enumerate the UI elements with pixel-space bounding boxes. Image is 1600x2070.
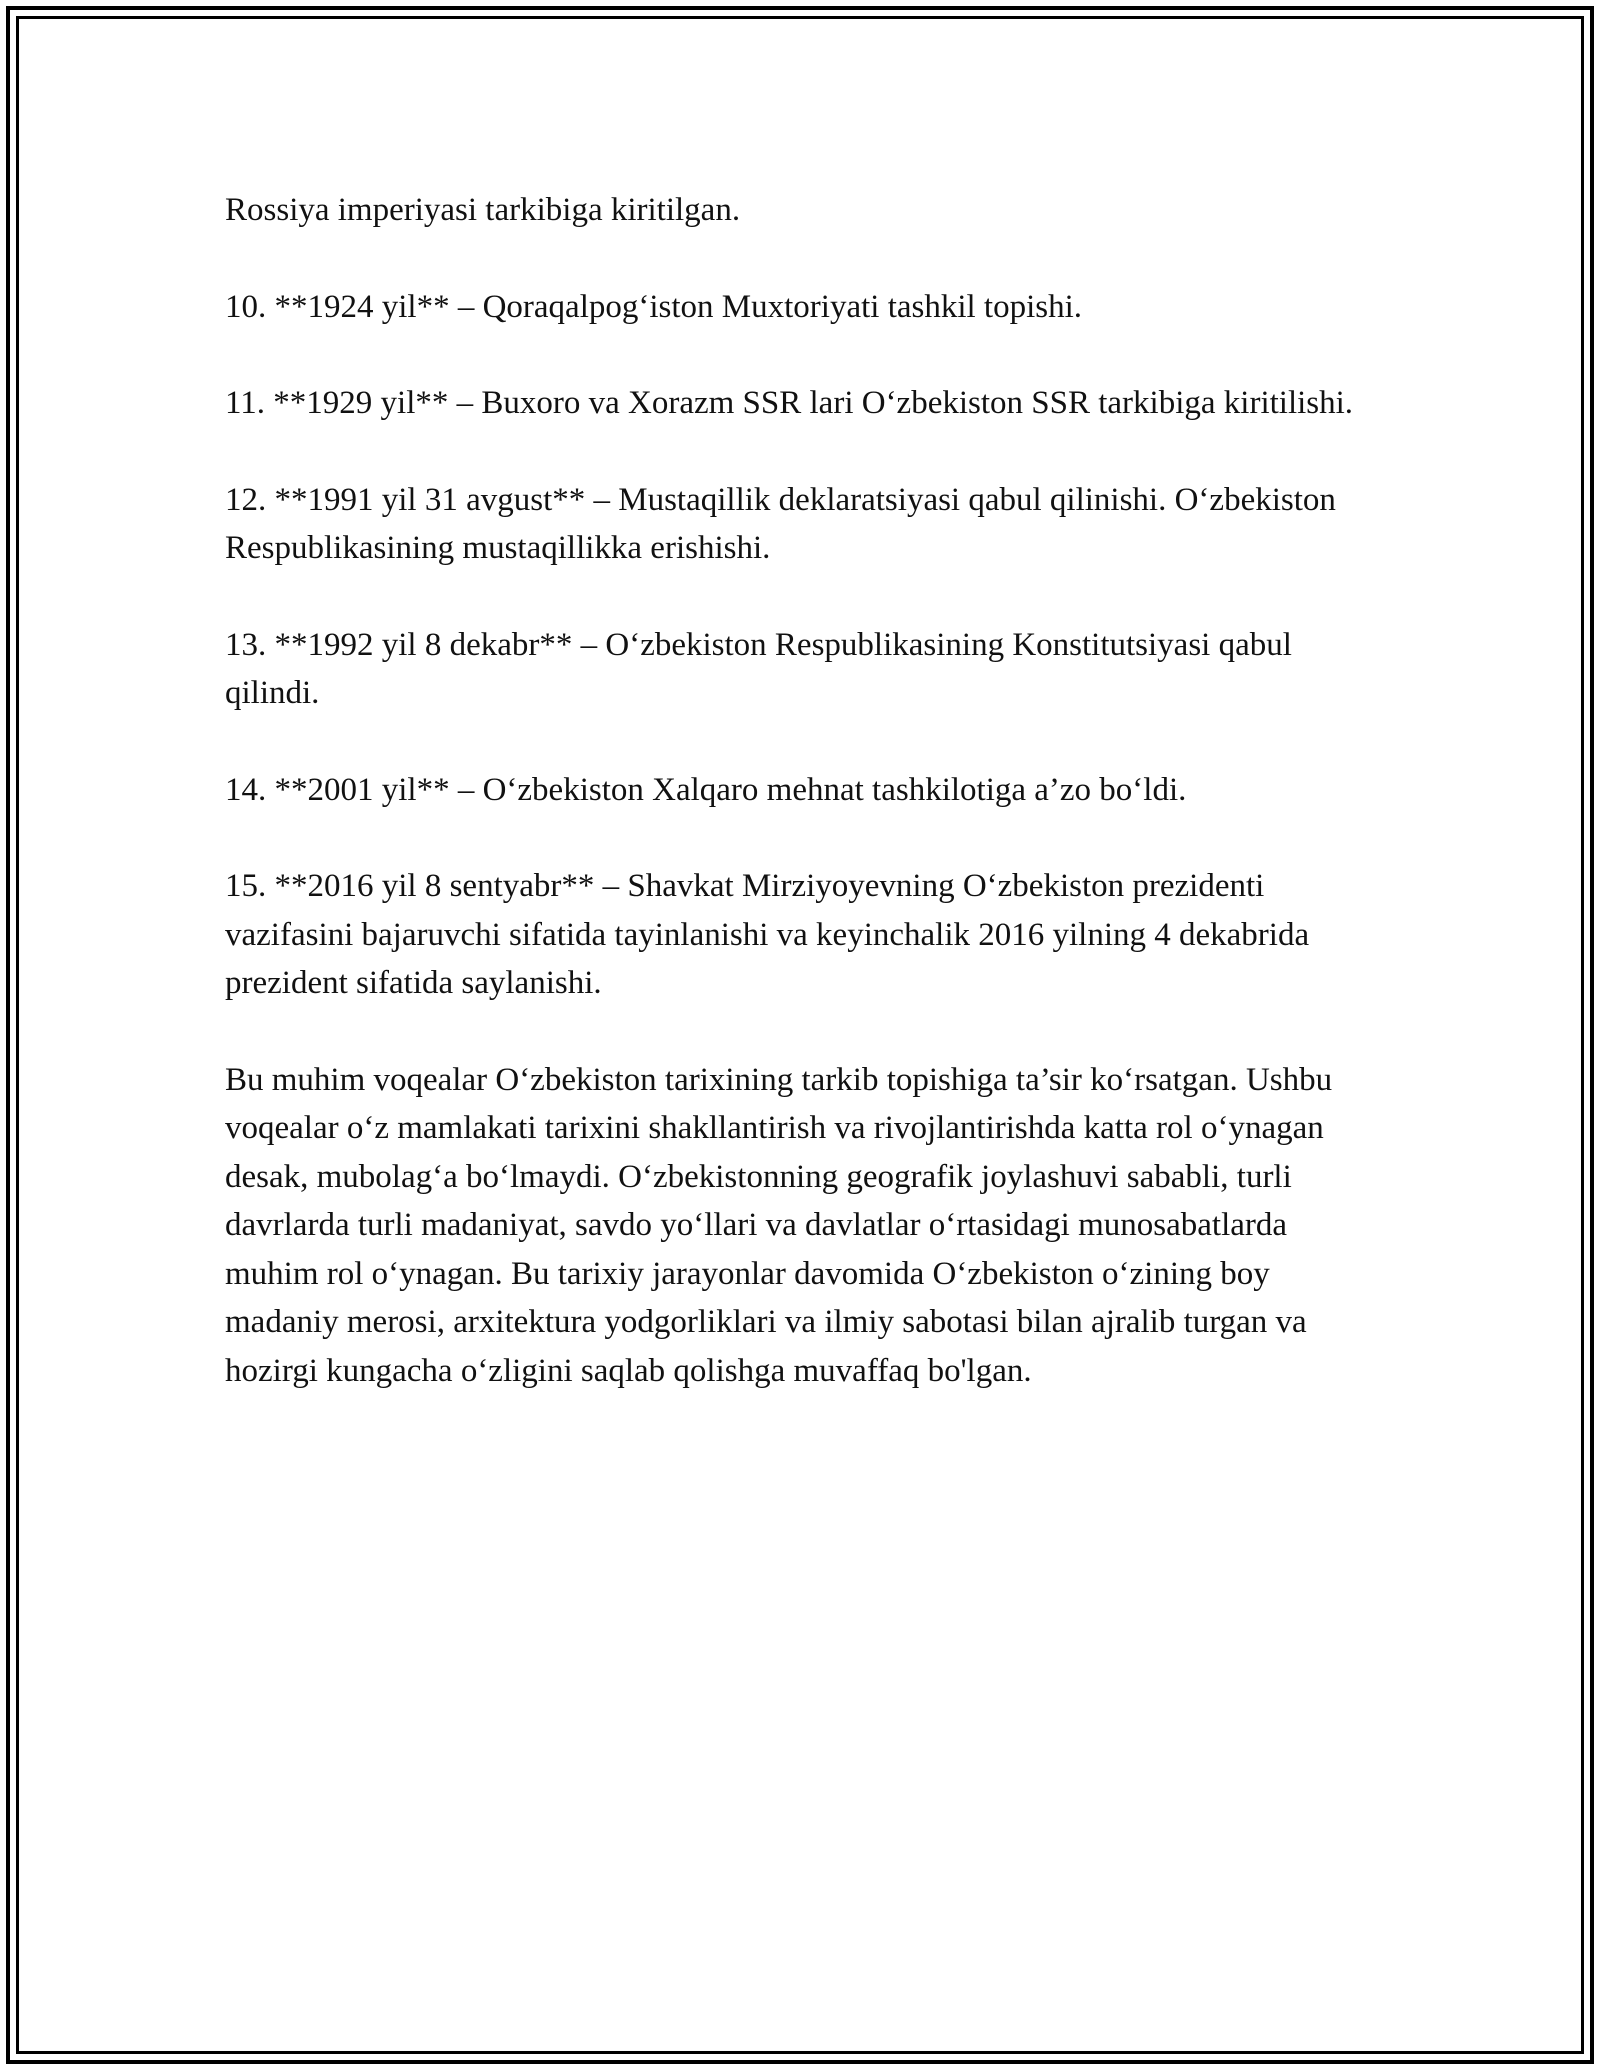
- document-body: [225, 186, 1385, 1443]
- list-item-15: 15. **2016 yil 8 sentyabr** – Shavkat Mirziyoyevning Oʻzbekiston prezidenti vazifasini bajaruvchi sifatida tayinlanishi va keyinchalik 2016 yilning 4 dekabrida prezident sifatida saylanishi.: [225, 868, 1310, 1001]
- list-item-10: 10. **1924 yil** – Qoraqalpogʻiston Muxtoriyati tashkil topishi.: [225, 288, 1083, 325]
- paragraph-intro: Rossiya imperiyasi tarkibiga kiritilgan.: [225, 192, 741, 228]
- list-item-13: 13. **1992 yil 8 dekabr** – Oʻzbekiston Respublikasining Konstitutsiyasi qabul qilindi.: [225, 626, 1292, 711]
- list-item-12: 12. **1991 yil 31 avgust** – Mustaqillik deklaratsiyasi qabul qilinishi. Oʻzbekiston Respublikasining mustaqillikka erishishi.: [225, 481, 1336, 566]
- paragraph-conclusion: Bu muhim voqealar Oʻzbekiston tarixining tarkib topishiga ta’sir koʻrsatgan. Ushbu voqealar oʻz mamlakati tarixini shakllantirish va rivojlantirishda katta rol oʻynagan desak, mubolagʻa boʻlmaydi. Oʻzbekistonning geografik joylashuvi sababli, turli davrlarda turli madaniyat, savdo yoʻllari va davlatlar oʻrtasidagi munosabatlarda muhim rol oʻynagan. Bu tarixiy jarayonlar davomida Oʻzbekiston oʻzining boy madaniy merosi, arxitektura yodgorliklari va ilmiy sabotasi bilan ajralib turgan va hozirgi kungacha oʻzligini saqlab qolishga muvaffaq bo'lgan.: [225, 1061, 1333, 1389]
- list-item-11: 11. **1929 yil** – Buxoro va Xorazm SSR lari Oʻzbekiston SSR tarkibiga kiritilishi.: [225, 385, 1354, 421]
- list-item-14: 14. **2001 yil** – Oʻzbekiston Xalqaro mehnat tashkilotiga a’zo boʻldi.: [225, 771, 1187, 808]
